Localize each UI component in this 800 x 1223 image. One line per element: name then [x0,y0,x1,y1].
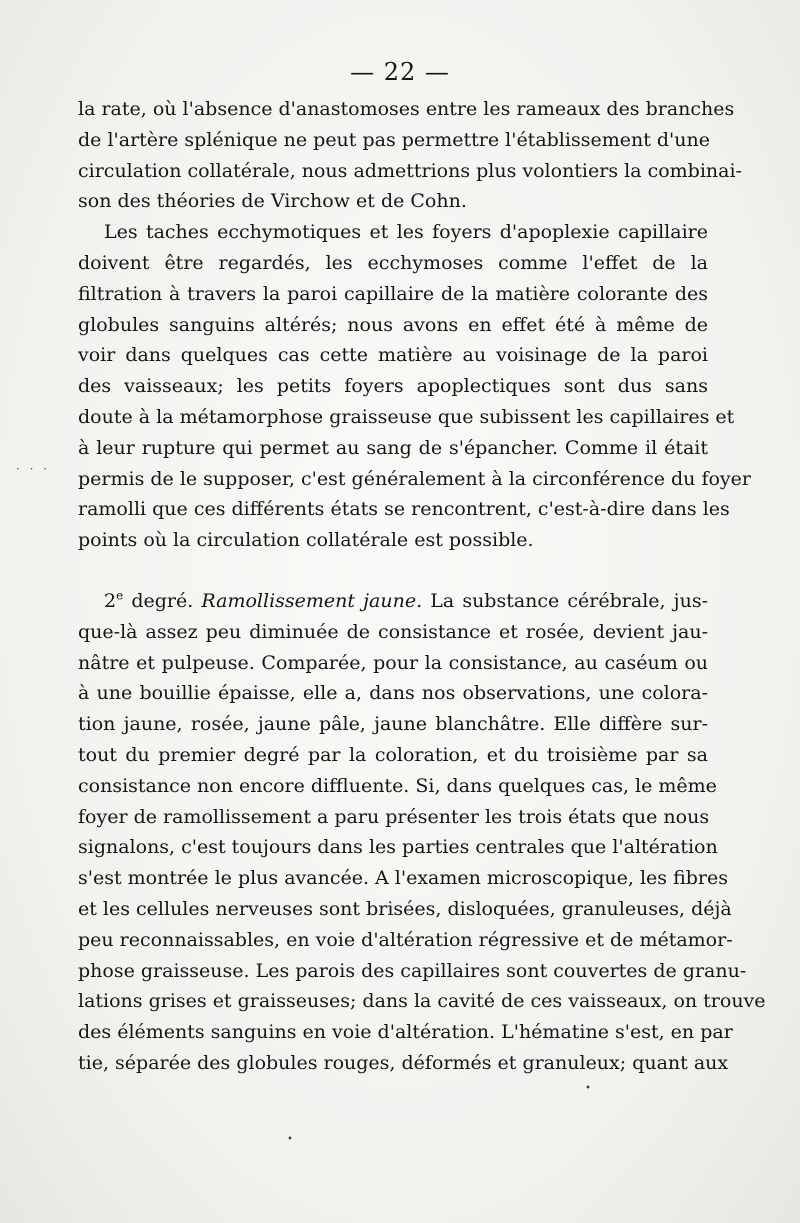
text-line: filtration à travers la paroi capillaire de la matière colorante des [78,282,708,305]
degree-superscript: e [116,588,124,603]
paragraph-gap [78,556,708,586]
degree-word: degré. [131,589,194,612]
text-line: de l'artère splénique ne peut pas permettre l'établissement d'une [78,128,710,151]
text-line: voir dans quelques cas cette matière au voisinage de la paroi [78,344,708,367]
paragraph-1 [78,94,742,217]
text-line: ramolli que ces différents états se rencontrent, c'est-à-dire dans les [78,498,730,521]
text-line: peu reconnaissables, en voie d'altération régressive et de métamor- [78,928,733,951]
text-line: que-là assez peu diminuée de consistance et rosée, devient jau- [78,620,708,643]
text-line: globules sanguins altérés; nous avons en effet été à même de [78,313,708,336]
text-line: Les taches ecchymotiques et les foyers d'apoplexie capillaire [104,221,708,244]
text-fragment: La substance cérébrale, jus- [430,589,708,612]
text-line: phose graisseuse. Les parois des capillaires sont couvertes de granu- [78,959,747,982]
text-line: foyer de ramollissement a paru présenter les trois états que nous [78,805,710,828]
ink-speck: • [287,1134,293,1145]
text-line: doivent être regardés, les ecchymoses comme l'effet de la [78,251,708,274]
text-line: à leur rupture qui permet au sang de s'épancher. Comme il était [78,436,708,459]
text-line: tie, séparée des globules rouges, déformés et granuleux; quant aux [78,1051,729,1074]
text-line: à une bouillie épaisse, elle a, dans nos observations, une colora- [78,682,708,705]
text-line: des éléments sanguins en voie d'altération. L'hématine s'est, en par [78,1021,733,1044]
degree-number: 2 [104,589,117,612]
text-line: signalons, c'est toujours dans les parties centrales que l'altération [78,836,718,859]
paragraph-3 [78,586,766,1079]
text-line: et les cellules nerveuses sont brisées, disloquées, granuleuses, déjà [78,897,732,920]
text-line: tion jaune, rosée, jaune pâle, jaune blanchâtre. Elle diffère sur- [78,713,708,736]
text-line: s'est montrée le plus avancée. A l'examen microscopique, les fibres [78,867,728,890]
degree-heading-line [78,586,708,617]
text-line: la rate, où l'absence d'anastomoses entre les rameaux des branches [78,98,735,120]
section-title: Ramollissement jaune. [201,589,423,612]
text-line: tout du premier degré par la coloration, et du troisième par sa [78,743,708,766]
text-line: points où la circulation collatérale est possible. [78,529,534,552]
text-line: consistance non encore diffluente. Si, dans quelques cas, le même [78,774,717,797]
page-number: — 22 — [350,58,450,86]
ink-speck: • [585,1083,591,1094]
text-line: son des théories de Virchow et de Cohn. [78,190,467,213]
text-line: doute à la métamorphose graisseuse que subissent les capillaires et [78,405,735,428]
text-line: lations grises et graisseuses; dans la cavité de ces vaisseaux, on trouve [78,990,766,1013]
margin-ink-mark: · · · [16,462,51,476]
paragraph-2 [78,217,751,556]
body-text [78,94,766,1079]
text-line: circulation collatérale, nous admettrions plus volontiers la combinai- [78,159,742,182]
text-line: des vaisseaux; les petits foyers apoplectiques sont dus sans [78,375,708,398]
text-line: permis de le supposer, c'est généralement à la circonférence du foyer [78,467,751,490]
text-line: nâtre et pulpeuse. Comparée, pour la consistance, au caséum ou [78,651,708,674]
